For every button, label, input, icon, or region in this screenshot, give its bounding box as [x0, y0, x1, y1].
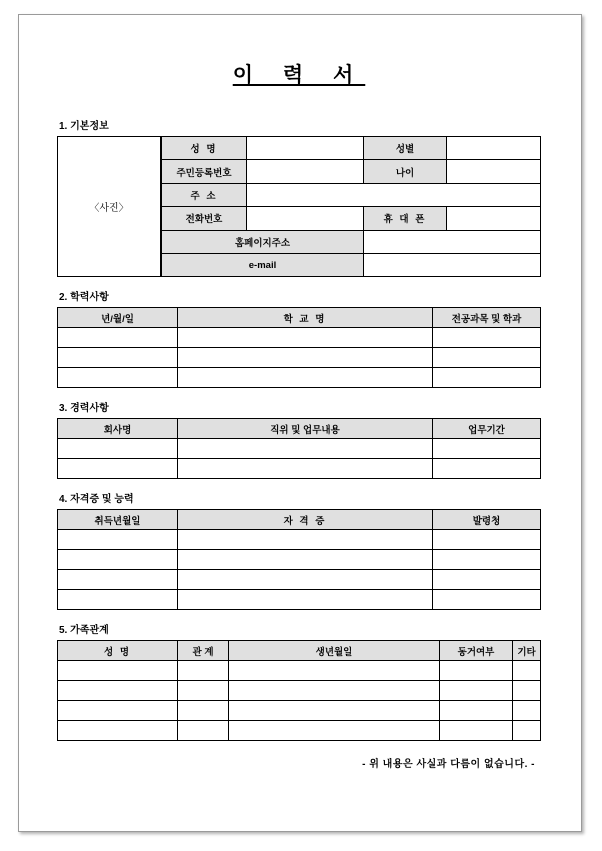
section-heading-family: 5. 가족관계 — [59, 625, 109, 637]
section-license — [57, 490, 541, 610]
table-header-row — [58, 419, 541, 439]
family-table — [57, 640, 541, 741]
table-header-row — [58, 510, 541, 530]
cell-education-school[interactable] — [178, 328, 433, 348]
cell-license-date[interactable] — [58, 590, 178, 610]
table-row — [58, 681, 541, 701]
cell-family-cohabit[interactable] — [440, 661, 513, 681]
cell-family-relation[interactable] — [178, 661, 229, 681]
cell-family-name[interactable] — [58, 681, 178, 701]
column-header: 관 계 — [178, 641, 229, 661]
cell-family-etc[interactable] — [513, 681, 541, 701]
cell-license-name[interactable] — [178, 590, 433, 610]
section-family — [57, 621, 541, 741]
cell-family-birth[interactable] — [229, 681, 440, 701]
label-email: e-mail — [162, 253, 364, 276]
table-row — [162, 230, 541, 253]
cell-career-company[interactable] — [58, 459, 178, 479]
label-gender: 성별 — [364, 137, 447, 160]
cell-family-etc[interactable] — [513, 661, 541, 681]
education-table — [57, 307, 541, 388]
cell-license-issuer[interactable] — [433, 590, 541, 610]
field-phone[interactable] — [247, 207, 364, 230]
section-heading-basic: 1. 기본정보 — [59, 121, 109, 132]
cell-career-role[interactable] — [178, 459, 433, 479]
column-header: 업무기간 — [433, 419, 541, 439]
label-age: 나이 — [364, 160, 447, 183]
field-address[interactable] — [247, 183, 541, 206]
table-row — [58, 550, 541, 570]
cell-license-date[interactable] — [58, 550, 178, 570]
field-email[interactable] — [364, 253, 541, 276]
column-header: 직위 및 업무내용 — [178, 419, 433, 439]
table-row — [162, 183, 541, 206]
cell-family-cohabit[interactable] — [440, 681, 513, 701]
table-row — [162, 137, 541, 160]
cell-family-relation[interactable] — [178, 681, 229, 701]
column-header: 기타 — [513, 641, 541, 661]
table-row — [58, 661, 541, 681]
column-header: 성 명 — [58, 641, 178, 661]
label-mobile: 휴 대 폰 — [364, 207, 447, 230]
section-heading-education: 2. 학력사항 — [59, 292, 109, 304]
label-homepage: 홈페이지주소 — [162, 230, 364, 253]
column-header: 취득년월일 — [58, 510, 178, 530]
table-row — [58, 701, 541, 721]
label-address: 주 소 — [162, 183, 247, 206]
field-name[interactable] — [247, 137, 364, 160]
cell-career-period[interactable] — [433, 459, 541, 479]
cell-family-etc[interactable] — [513, 701, 541, 721]
column-header: 년/월/일 — [58, 308, 178, 328]
table-row — [162, 253, 541, 276]
declaration-note: - 위 내용은 사실과 다름이 없습니다. - — [362, 759, 535, 771]
table-row — [58, 459, 541, 479]
column-header: 동거여부 — [440, 641, 513, 661]
cell-license-name[interactable] — [178, 570, 433, 590]
cell-license-name[interactable] — [178, 550, 433, 570]
cell-education-date[interactable] — [58, 328, 178, 348]
table-row — [58, 570, 541, 590]
cell-family-etc[interactable] — [513, 721, 541, 741]
cell-education-school[interactable] — [178, 368, 433, 388]
document-content — [57, 59, 541, 770]
cell-family-name[interactable] — [58, 701, 178, 721]
cell-career-period[interactable] — [433, 439, 541, 459]
cell-family-name[interactable] — [58, 661, 178, 681]
cell-education-school[interactable] — [178, 348, 433, 368]
column-header: 발령청 — [433, 510, 541, 530]
page-title: 이 력 서 — [232, 64, 366, 87]
section-basic-info — [57, 117, 541, 277]
career-table — [57, 418, 541, 479]
label-resident-id: 주민등록번호 — [162, 160, 247, 183]
column-header: 전공과목 및 학과 — [433, 308, 541, 328]
license-table — [57, 509, 541, 610]
cell-education-date[interactable] — [58, 368, 178, 388]
cell-education-date[interactable] — [58, 348, 178, 368]
field-age[interactable] — [447, 160, 541, 183]
table-row — [58, 530, 541, 550]
basic-info-block — [57, 136, 541, 277]
column-header: 학 교 명 — [178, 308, 433, 328]
cell-family-birth[interactable] — [229, 701, 440, 721]
cell-family-name[interactable] — [58, 721, 178, 741]
cell-family-birth[interactable] — [229, 721, 440, 741]
label-phone: 전화번호 — [162, 207, 247, 230]
cell-license-issuer[interactable] — [433, 550, 541, 570]
basic-info-table — [161, 136, 541, 277]
cell-family-cohabit[interactable] — [440, 701, 513, 721]
field-resident-id[interactable] — [247, 160, 364, 183]
field-mobile[interactable] — [447, 207, 541, 230]
cell-family-cohabit[interactable] — [440, 721, 513, 741]
column-header: 생년월일 — [229, 641, 440, 661]
table-row — [162, 207, 541, 230]
cell-family-relation[interactable] — [178, 721, 229, 741]
field-homepage[interactable] — [364, 230, 541, 253]
cell-family-birth[interactable] — [229, 661, 440, 681]
cell-education-major[interactable] — [433, 368, 541, 388]
field-gender[interactable] — [447, 137, 541, 160]
cell-license-date[interactable] — [58, 530, 178, 550]
cell-career-company[interactable] — [58, 439, 178, 459]
cell-license-name[interactable] — [178, 530, 433, 550]
table-row — [58, 590, 541, 610]
table-row — [58, 368, 541, 388]
photo-placeholder[interactable]: 〈사진〉 — [57, 136, 161, 277]
table-row — [58, 348, 541, 368]
section-heading-career: 3. 경력사항 — [59, 403, 109, 415]
section-education — [57, 288, 541, 388]
table-row — [58, 439, 541, 459]
label-name: 성 명 — [162, 137, 247, 160]
cell-license-issuer[interactable] — [433, 570, 541, 590]
table-row — [162, 160, 541, 183]
cell-license-date[interactable] — [58, 570, 178, 590]
table-header-row — [58, 308, 541, 328]
table-header-row — [58, 641, 541, 661]
table-row — [58, 721, 541, 741]
column-header: 자 격 증 — [178, 510, 433, 530]
cell-license-issuer[interactable] — [433, 530, 541, 550]
table-row — [58, 328, 541, 348]
section-career — [57, 399, 541, 479]
cell-career-role[interactable] — [178, 439, 433, 459]
section-heading-license: 4. 자격증 및 능력 — [59, 494, 134, 506]
document-sheet — [18, 14, 582, 832]
column-header: 회사명 — [58, 419, 178, 439]
cell-education-major[interactable] — [433, 328, 541, 348]
cell-education-major[interactable] — [433, 348, 541, 368]
cell-family-relation[interactable] — [178, 701, 229, 721]
